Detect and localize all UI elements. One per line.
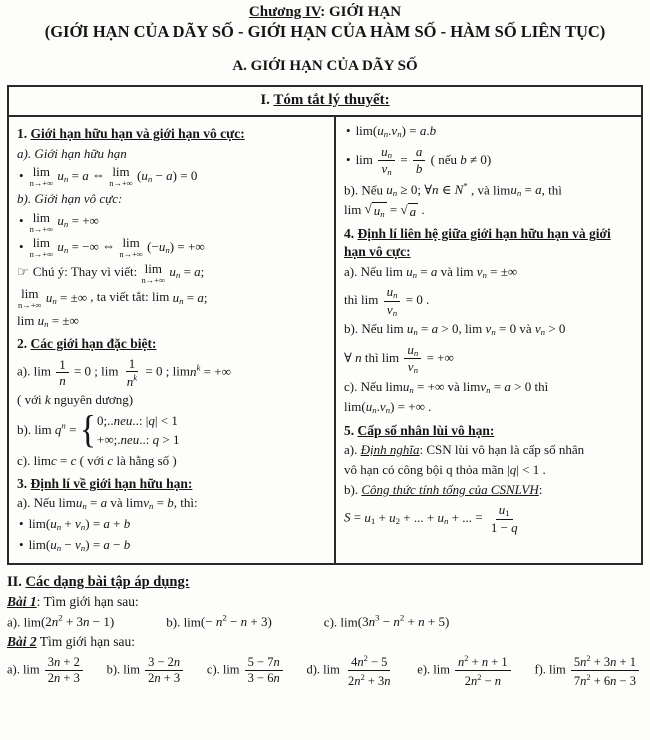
theory-column-right xyxy=(336,117,641,563)
exercise-item: e). lim $\frac{n^2 + n + 1}{2n^2 - n}$ xyxy=(417,653,512,688)
exercises-title-text: Các dạng bài tập áp dụng: xyxy=(25,574,190,591)
theory-box xyxy=(7,85,643,565)
formula-line: vô hạn có công bội q thỏa mãn |q| < 1 . xyxy=(344,462,546,478)
formula-line: S = u1 + u2 + ... + un + ... = $\frac{u1}{1 - q}$ xyxy=(344,502,518,535)
formula-line: c). Nếu limun = +∞ và limvn = a > 0 thì xyxy=(344,378,549,395)
theory-header-number: I. xyxy=(260,91,274,108)
bai1-label: Bài 1 xyxy=(7,594,37,610)
formula-line: a). Nếu limun = a và limvn = b, thì: xyxy=(17,495,198,512)
bai2-label: Bài 2 xyxy=(7,634,37,650)
section-heading: 1. Giới hạn hữu hạn và giới hạn vô cực: xyxy=(17,125,245,141)
formula-line: b). Nếu un ≥ 0; ∀n ∈ N* , và limun = a, thì xyxy=(344,180,562,198)
chapter-title xyxy=(7,4,643,21)
section-heading: 5. Cấp số nhân lùi vô hạn: xyxy=(344,422,495,438)
formula-line: • lim n→+∞ un = a ⇔ lim n→+∞ (un − a) = 0 xyxy=(19,164,198,189)
exercise-item: d). lim $\frac{4n^2 - 5}{2n^2 + 3n}$ xyxy=(306,653,391,688)
exercises-title xyxy=(7,574,643,591)
bai1-heading-rest: : Tìm giới hạn sau: xyxy=(36,594,139,610)
formula-line: b). $\lim q^n$ = { 0;..neu..: |q| < 1 +∞;.neu..: q > 1 xyxy=(17,409,180,452)
section-heading: 3. Định lí về giới hạn hữu hạn: xyxy=(17,475,193,491)
formula-line: a). Định nghĩa: CSN lùi vô hạn là cấp số nhân xyxy=(344,442,585,458)
formula-line: c). limc = c ( với c là hằng số ) xyxy=(17,452,177,468)
formula-line: • lim n→+∞ un = +∞ xyxy=(19,209,99,234)
sub-item-label: b). Giới hạn vô cực: xyxy=(17,190,123,206)
section-heading: 4. Định lí liên hệ giữa giới hạn hữu hạn và giới hạn vô cực: xyxy=(344,226,611,259)
bai1-items xyxy=(7,613,643,631)
theory-box-header xyxy=(9,87,641,117)
theory-column-left xyxy=(9,117,336,563)
document-subtitle: (GIỚI HẠN CỦA DÃY SỐ - GIỚI HẠN CỦA HÀM SỐ - HÀM SỐ LIÊN TỤC) xyxy=(44,22,606,41)
bai2-items xyxy=(7,653,643,688)
bullet-icon: • xyxy=(19,167,24,183)
exercise-item: c). $\lim(3n^3 - n^2 + n + 5)$ xyxy=(323,613,450,630)
formula-line: ∀ n thì lim $\frac{un}{vn}$ = +∞ xyxy=(344,341,454,376)
sub-item-label: a). Giới hạn hữu hạn xyxy=(17,145,127,161)
formula-line: lim(un.vn) = +∞ . xyxy=(344,399,432,416)
section-heading: 2. Các giới hạn đặc biệt: xyxy=(17,336,157,352)
chapter-label: Chương IV xyxy=(248,4,321,20)
exercise-item: b). lim $\frac{3 - 2n}{2n + 3}$ xyxy=(107,655,186,686)
exercise-item: b). $\lim(- n^2 - n + 3)$ xyxy=(166,613,272,630)
formula-line: b). Nếu lim un = a > 0, lim vn = 0 và vn > 0 xyxy=(344,321,566,338)
formula-line: b). Công thức tính tổng của CSNLVH: xyxy=(344,482,543,498)
bai2-heading xyxy=(7,634,643,650)
formula-line: lim un = ±∞ xyxy=(17,312,79,329)
formula-line: ☞ Chú ý: Thay vì viết: lim n→+∞ un = a; xyxy=(17,260,205,285)
formula-line: • lim(un + vn) = a + b xyxy=(19,515,131,533)
formula-line: • lim(un − vn) = a − b xyxy=(19,536,131,553)
chapter-title-rest: : GIỚI HẠN xyxy=(320,4,402,20)
pointing-hand-icon: ☞ xyxy=(17,265,33,281)
formula-line: a). lim $\frac{1}{n}$ = 0 ; lim $\frac{1}{n^k}$ = 0 ; limn$^k$ = +∞ xyxy=(17,355,231,389)
exercise-item: f). lim $\frac{5n^2 + 3n + 1}{7n^2 + 6n - 3}$ xyxy=(534,653,641,688)
bullet-icon: • xyxy=(19,536,24,552)
exercise-item: c). lim $\frac{5 - 7n}{3 - 6n}$ xyxy=(207,655,285,686)
bullet-icon: • xyxy=(19,213,24,229)
section-a-title: A. GIỚI HẠN CỦA DÃY SỐ xyxy=(232,57,418,74)
bai2-heading-rest: Tìm giới hạn sau: xyxy=(36,634,136,650)
theory-columns xyxy=(9,117,641,563)
bullet-icon: • xyxy=(19,238,24,254)
bullet-icon: • xyxy=(19,515,24,531)
formula-line: lim n→+∞ un = ±∞ , ta viết tắt: lim un = a; xyxy=(18,286,208,311)
formula-line: lim √ un = √ a . xyxy=(344,201,425,220)
bai1-heading xyxy=(7,594,643,610)
exercise-item: a). lim $\frac{3n + 2}{2n + 3}$ xyxy=(7,655,85,686)
bullet-icon: • xyxy=(346,122,351,138)
formula-line: thì lim $\frac{un}{vn}$ = 0 . xyxy=(344,284,430,318)
formula-line: ( với k nguyên dương) xyxy=(17,392,134,408)
bullet-icon: • xyxy=(346,151,351,167)
formula-line: a). Nếu lim un = a và lim vn = ±∞ xyxy=(344,263,518,280)
formula-line: • lim n→+∞ un = −∞ ⇔ lim n→+∞ (−un) = +∞ xyxy=(19,235,205,260)
exercises-title-number: II. xyxy=(7,574,26,591)
formula-line: • lim $\frac{un}{vn}$ = $\frac{a}{b}$ ( nếu b ≠ 0) xyxy=(346,143,492,177)
theory-header-title: Tóm tắt lý thuyết: xyxy=(273,91,390,108)
exercises-section xyxy=(7,574,643,689)
formula-line: • lim(un.vn) = a.b xyxy=(346,122,437,140)
exercise-item: a). $\lim(2n^2 + 3n - 1)$ xyxy=(7,613,115,630)
